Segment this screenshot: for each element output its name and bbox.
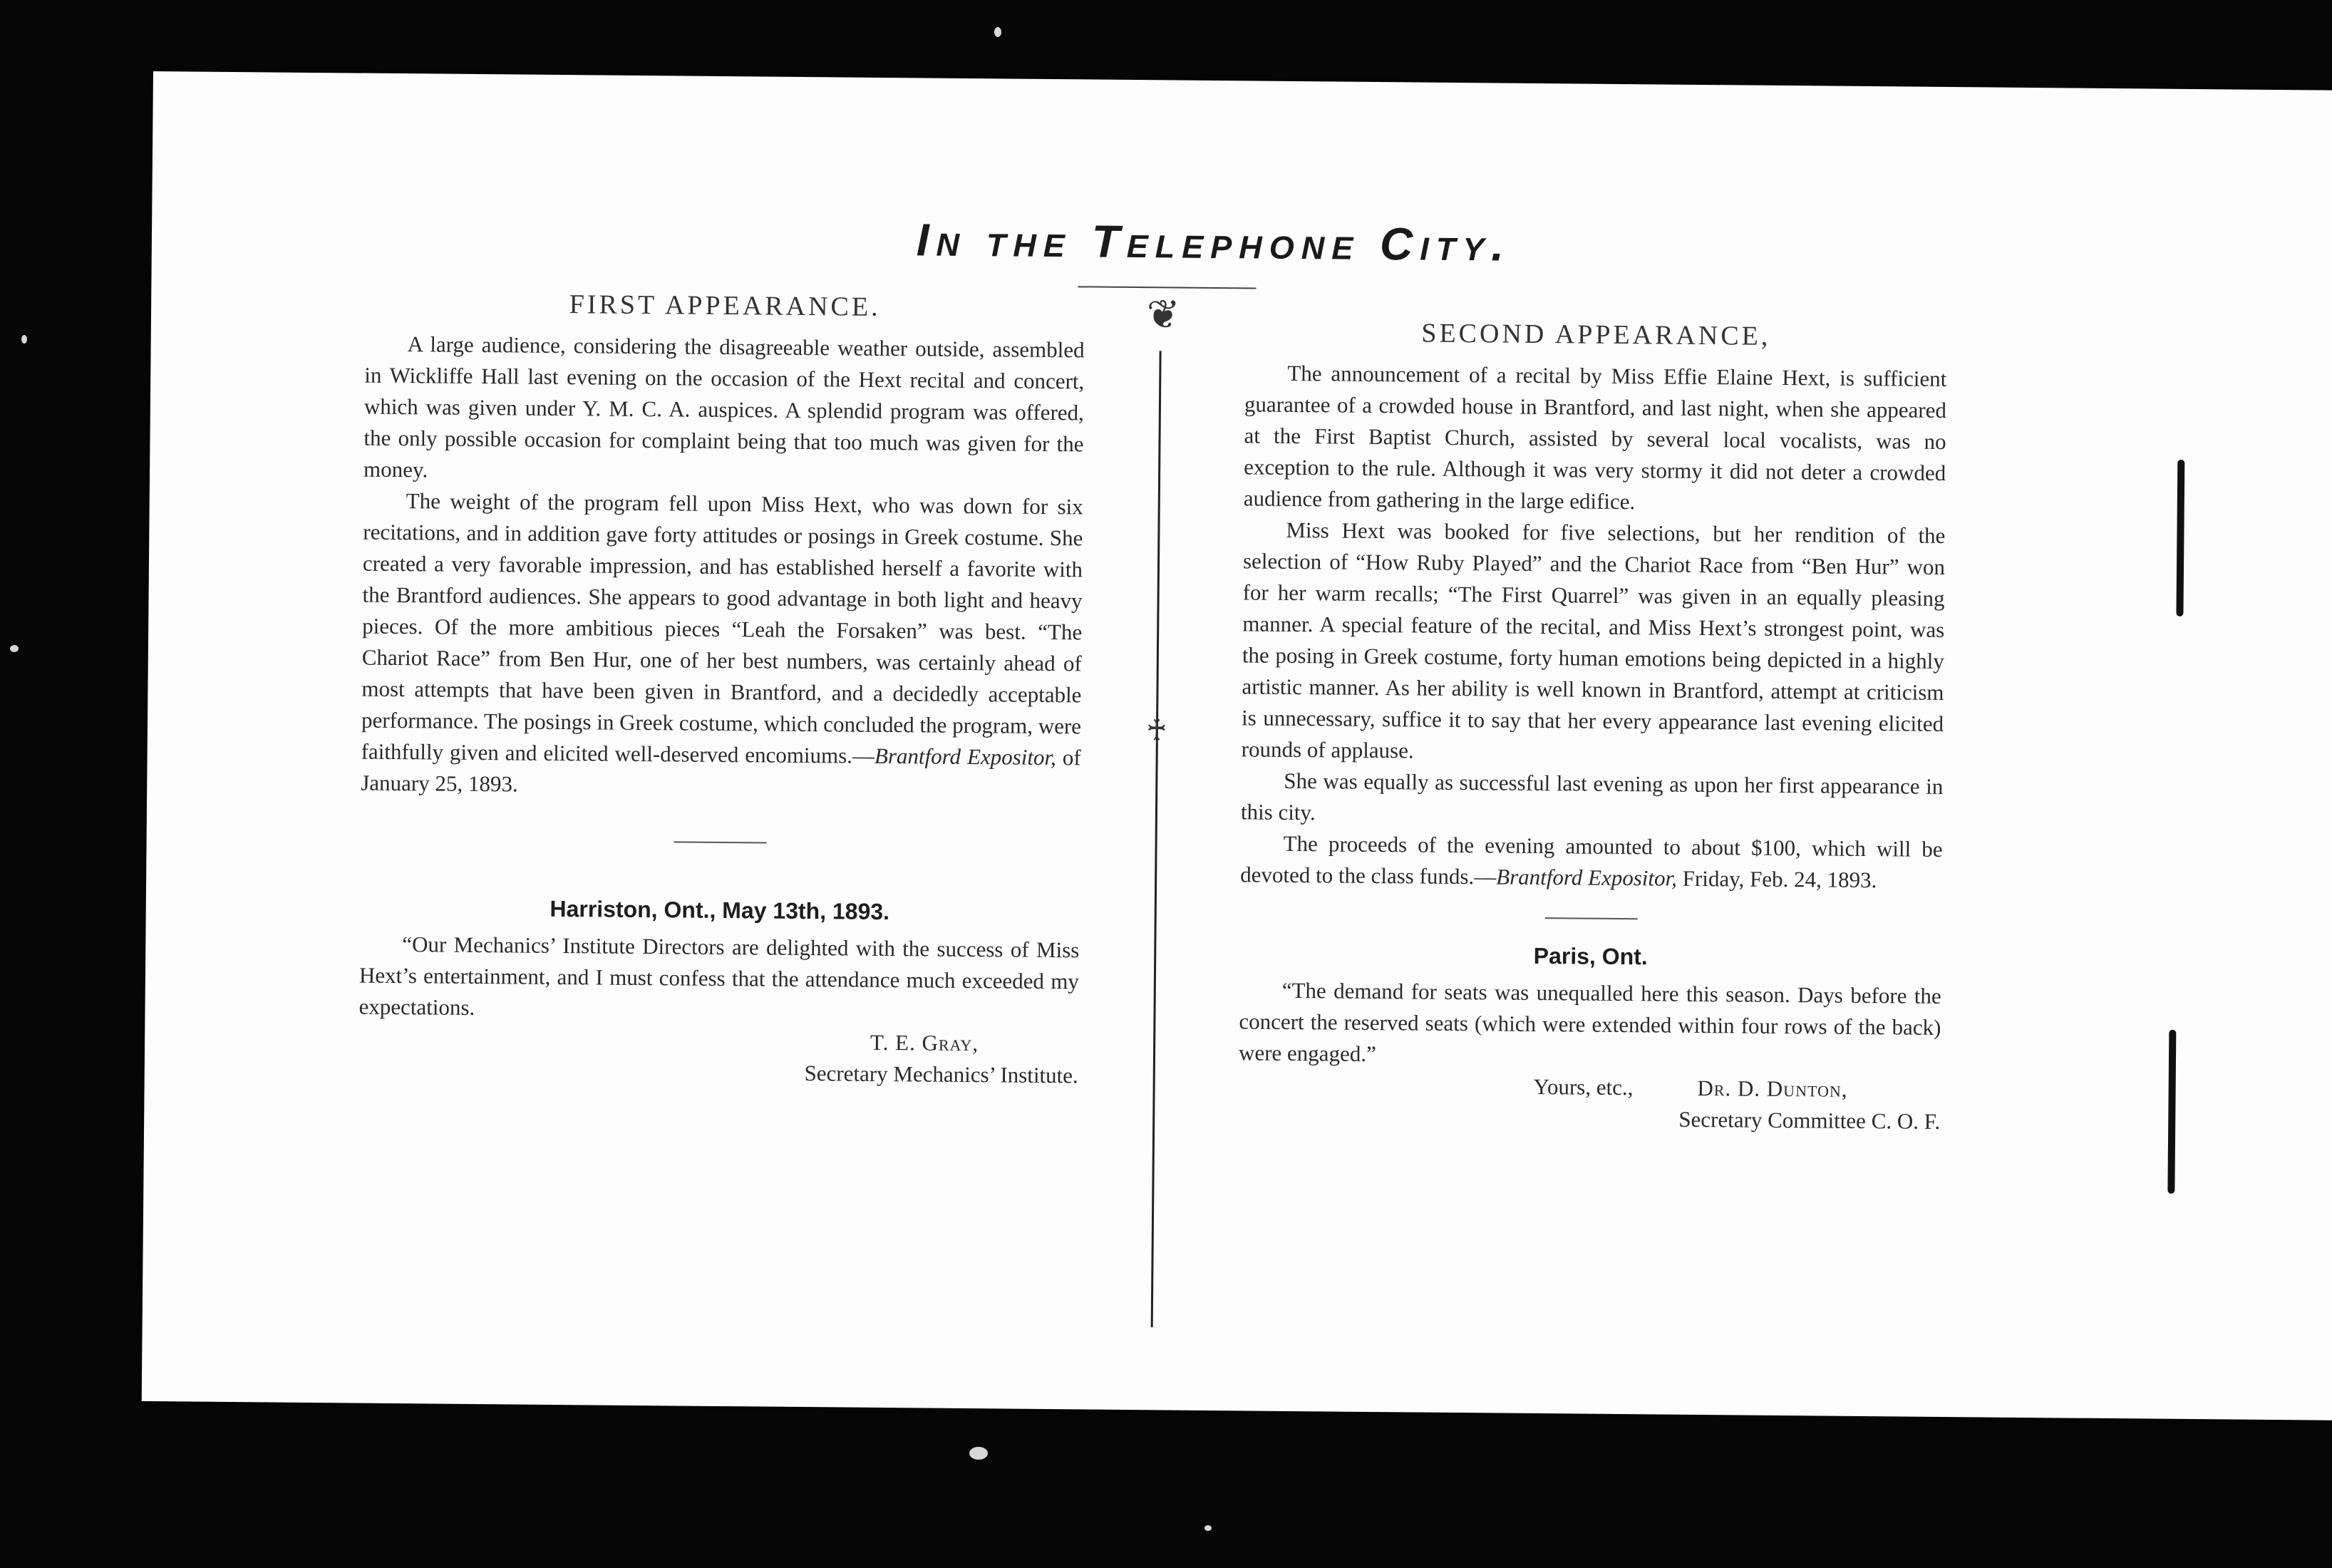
paris-signer: Dr. D. Dunton, xyxy=(1697,1075,1848,1102)
harriston-signer-title: Secretary Mechanics’ Institute. xyxy=(804,1061,1078,1088)
page-title: In the Telephone City. xyxy=(916,214,1512,271)
right-column xyxy=(1238,316,1947,1138)
right-final-paragraph: The proceeds of the evening amounted to about $100, which will be devoted to the class funds.— xyxy=(1240,830,1943,889)
middle-ornament-icon: ♰ xyxy=(1145,714,1168,748)
dust-speck xyxy=(21,335,27,344)
left-citation-tail: of January 25, 1893. xyxy=(361,745,1081,797)
ink-mark xyxy=(2176,460,2184,617)
section-rule xyxy=(674,841,767,843)
ink-mark xyxy=(2167,1030,2176,1194)
title-rule xyxy=(1078,286,1256,289)
left-paragraph-2-text: The weight of the program fell upon Miss Hext, who was down for six recitations, and in addition gave forty attitudes or posings in Greek costume. She created a very favorable impression, and has established herself a favorite with the Brantford audiences. She appears to good advantage in both light and heavy pieces. Of the more ambitious pieces “Leah the Forsaken” was best. “The Chariot Race” from Ben Hur, one of her best numbers, was certainly ahead of most attempts that have been given in Brantford, and a decidedly acceptable performance. The posings in Greek costume, which concluded the program, were faithfully given and elicited well-deserved encomiums.— xyxy=(361,488,1083,768)
right-citation: Brantford Expositor, xyxy=(1496,864,1678,891)
paris-closing: Yours, etc., xyxy=(1533,1073,1634,1100)
dust-speck xyxy=(969,1447,988,1460)
harriston-signer: T. E. Gray, xyxy=(870,1029,979,1056)
section-rule xyxy=(1544,917,1637,919)
right-paragraph-1: The announcement of a recital by Miss Effie Elaine Hext, is sufficient guarantee of a crowded house in Brantford, and last night, when she appeared at the First Baptist Church, assisted by several local vocalists, was no exception to the rule. Although it was very stormy it did not deter a crowded audience from gathering in the large edifice. xyxy=(1243,360,1947,515)
left-paragraph-2 xyxy=(361,485,1083,805)
first-appearance-heading: FIRST APPEARANCE. xyxy=(569,289,881,322)
right-paragraph-2: Miss Hext was booked for five selections, but her rendition of the selection of “How Ruby Played” and the Chariot Race from “Ben Hur” won for her warm recalls; “The First Quarrel” was given in an equally pleasing manner. A special feature of the recital, and Miss Hext’s strongest point, was the posing in Greek costume, forty human emotions being depicted in a highly artistic manner. As her ability is well known in Brantford, attempt at criticism is unnecessary, suffice it to say that her every appearance last evening elicited rounds of applause. xyxy=(1241,517,1946,763)
paris-signer-title: Secretary Committee C. O. F. xyxy=(1678,1106,1941,1134)
column-divider xyxy=(1151,351,1162,1327)
right-paragraph-4 xyxy=(1240,827,1943,897)
dust-speck xyxy=(1204,1525,1212,1531)
left-paragraph-1: A large audience, considering the disagreeable weather outside, assembled in Wickliffe Hall last evening on the occasion of the Hext recital and concert, which was given under Y. M. C. A. auspices. A splendid program was offered, the only possible occasion for complaint being that too much was given for the money. xyxy=(363,331,1085,483)
harriston-heading: Harriston, Ont., May 13th, 1893. xyxy=(550,895,890,925)
second-appearance-heading: SECOND APPEARANCE, xyxy=(1421,318,1771,351)
right-citation-tail: Friday, Feb. 24, 1893. xyxy=(1676,865,1877,893)
paris-quote: “The demand for seats was unequalled here this season. Days before the concert the reserved seats (which were extended within four rows of the back) were engaged.” xyxy=(1238,977,1941,1067)
paris-heading: Paris, Ont. xyxy=(1533,942,1648,970)
harriston-quote: “Our Mechanics’ Institute Directors are delighted with the success of Miss Hext’s entertainment, and I must confess that the attendance much exceeded my expectations. xyxy=(358,932,1080,1020)
left-citation: Brantford Expositor, xyxy=(874,743,1057,770)
right-paragraph-3: She was equally as successful last evening as upon her first appearance in this city. xyxy=(1240,768,1944,825)
top-ornament-icon: ❦ xyxy=(1146,292,1180,339)
dust-speck xyxy=(994,27,1001,37)
dust-speck xyxy=(10,645,19,652)
document-page xyxy=(142,71,2332,1420)
left-column xyxy=(358,287,1085,1092)
